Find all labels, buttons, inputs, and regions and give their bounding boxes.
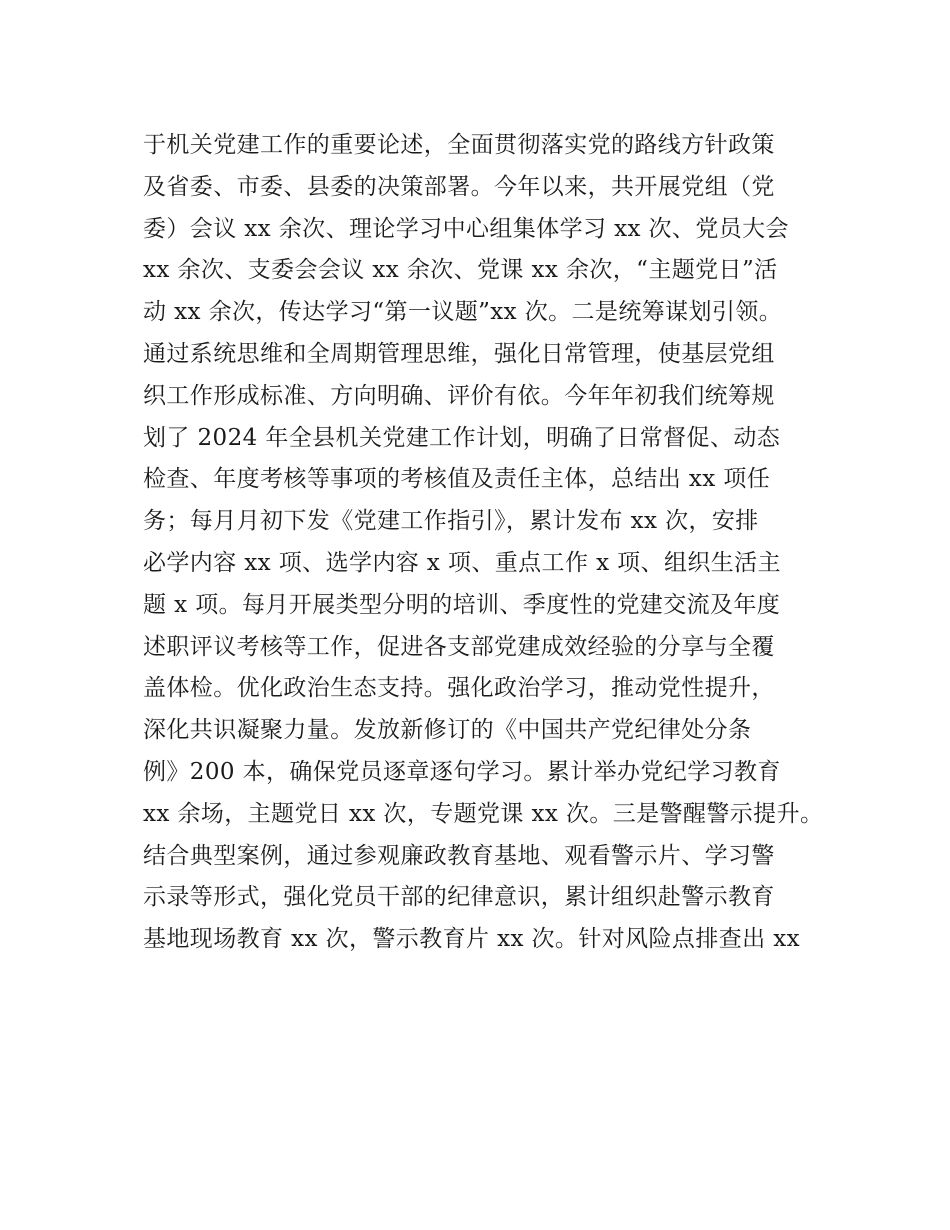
text-line: 结合典型案例，通过参观廉政教育基地、观看警示片、学习警 xyxy=(143,842,775,869)
text-line: xx 余场，主题党日 xx 次，专题党课 xx 次。三是警醒警示提升。 xyxy=(143,800,824,827)
text-line: xx 余次、支委会会议 xx 余次、党课 xx 余次，“主题党日”活 xyxy=(143,257,778,284)
text-line: 深化共识凝聚力量。发放新修订的《中国共产党纪律处分条 xyxy=(143,717,752,744)
text-line: 于机关党建工作的重要论述，全面贯彻落实党的路线方针政策 xyxy=(143,132,775,158)
text-line: 述职评议考核等工作，促进各支部党建成效经验的分享与全覆 xyxy=(143,633,775,660)
text-line: 务；每月月初下发《党建工作指引》，累计发布 xx 次，安排 xyxy=(143,508,759,535)
text-line: 盖体检。优化政治生态支持。强化政治学习，推动党性提升， xyxy=(143,675,775,702)
text-line: 例》200 本，确保党员逐章逐句学习。累计举办党纪学习教育 xyxy=(143,758,781,785)
text-line: 织工作形成标准、方向明确、评价有依。今年年初我们统筹规 xyxy=(143,382,775,409)
body-text xyxy=(143,125,843,961)
text-line: 示录等形式，强化党员干部的纪律意识，累计组织赴警示教育 xyxy=(143,884,775,911)
text-line: 委）会议 xx 余次、理论学习中心组集体学习 xx 次、党员大会 xyxy=(143,215,789,242)
text-line: 划了 2024 年全县机关党建工作计划，明确了日常督促、动态 xyxy=(143,424,781,451)
text-line: 检查、年度考核等事项的考核值及责任主体，总结出 xx 项任 xyxy=(143,466,771,493)
text-line: 动 xx 余次，传达学习“第一议题”xx 次。二是统筹谋划引领。 xyxy=(143,299,783,326)
text-line: 题 x 项。每月开展类型分明的培训、季度性的党建交流及年度 xyxy=(143,591,781,618)
text-line: 及省委、市委、县委的决策部署。今年以来，共开展党组（党 xyxy=(143,173,775,200)
text-line: 通过系统思维和全周期管理思维，强化日常管理，使基层党组 xyxy=(143,340,775,367)
text-line: 基地现场教育 xx 次，警示教育片 xx 次。针对风险点排查出 xx xyxy=(143,926,800,953)
text-line: 必学内容 xx 项、选学内容 x 项、重点工作 x 项、组织生活主 xyxy=(143,549,781,576)
